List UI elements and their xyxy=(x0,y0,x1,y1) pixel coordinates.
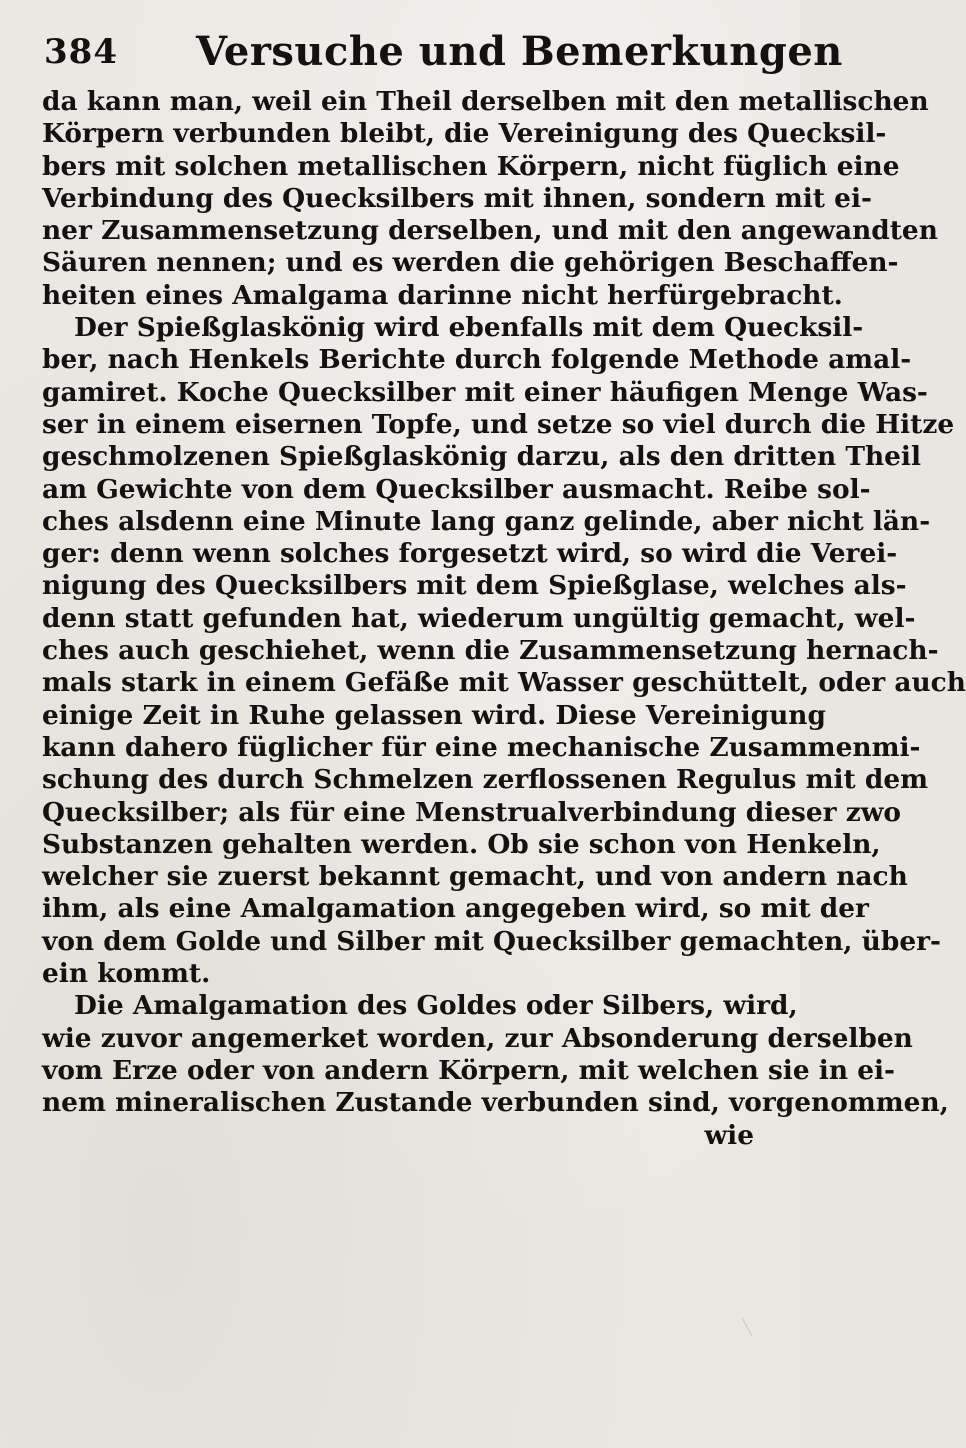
text-line: kann dahero füglicher für eine mechanische Zusammenmi- xyxy=(42,731,921,763)
text-line: am Gewichte von dem Quecksilber ausmacht. Reibe sol- xyxy=(42,473,871,505)
text-line: ches alsdenn eine Minute lang ganz gelinde, aber nicht län- xyxy=(42,505,931,537)
text-line: denn statt gefunden hat, wiederum ungültig gemacht, wel- xyxy=(42,602,916,634)
body-text xyxy=(42,86,966,1152)
paragraph-start-line: Der Spießglaskönig wird ebenfalls mit dem Quecksil- xyxy=(74,312,864,344)
text-line: ihm, als eine Amalgamation angegeben wird, so mit der xyxy=(42,893,869,925)
text-line: vom Erze oder von andern Körpern, mit welchen sie in ei- xyxy=(42,1054,895,1086)
paragraph-start-line: Die Amalgamation des Goldes oder Silbers, wird, xyxy=(74,990,798,1022)
page-header xyxy=(44,18,843,78)
text-line: ber, nach Henkels Berichte durch folgende Methode amal- xyxy=(42,344,912,376)
running-title: Versuche und Bemerkungen xyxy=(196,28,843,75)
text-line: mals stark in einem Gefäße mit Wasser geschüttelt, oder auch xyxy=(42,667,966,699)
text-line: ches auch geschiehet, wenn die Zusammensetzung hernach- xyxy=(42,635,939,667)
text-line: ger: denn wenn solches forgesetzt wird, so wird die Verei- xyxy=(42,538,898,570)
text-line: heiten eines Amalgama darinne nicht herfürgebracht. xyxy=(42,279,843,311)
text-line: Säuren nennen; und es werden die gehörigen Beschaffen- xyxy=(42,247,899,279)
text-line: gamiret. Koche Quecksilber mit einer häufigen Menge Was- xyxy=(42,376,928,408)
text-line: schung des durch Schmelzen zerflossenen Regulus mit dem xyxy=(42,764,929,796)
text-line: ner Zusammensetzung derselben, und mit den angewandten xyxy=(42,215,938,247)
text-line: welcher sie zuerst bekannt gemacht, und von andern nach xyxy=(42,861,908,893)
text-line: ein kommt. xyxy=(42,958,211,990)
text-line: Körpern verbunden bleibt, die Vereinigung des Quecksil- xyxy=(42,118,887,150)
text-line: Quecksilber; als für eine Menstrualverbindung dieser zwo xyxy=(42,796,902,828)
text-line: wie zuvor angemerket worden, zur Absonderung derselben xyxy=(42,1022,913,1054)
text-line: bers mit solchen metallischen Körpern, nicht füglich eine xyxy=(42,150,900,182)
text-line: nem mineralischen Zustande verbunden sind, vorgenommen, xyxy=(42,1087,949,1119)
catchword: wie xyxy=(704,1119,754,1151)
text-line: Substanzen gehalten werden. Ob sie schon von Henkeln, xyxy=(42,828,881,860)
text-line: ser in einem eisernen Topfe, und setze so viel durch die Hitze xyxy=(42,408,955,440)
page-number: 384 xyxy=(44,32,118,72)
text-line: einige Zeit in Ruhe gelassen wird. Diese Vereinigung xyxy=(42,699,826,731)
text-line: nigung des Quecksilbers mit dem Spießglase, welches als- xyxy=(42,570,907,602)
text-line: geschmolzenen Spießglaskönig darzu, als den dritten Theil xyxy=(42,441,921,473)
text-line: da kann man, weil ein Theil derselben mit den metallischen xyxy=(42,86,929,117)
text-line: von dem Golde und Silber mit Quecksilber gemachten, über- xyxy=(42,925,941,957)
text-line: Verbindung des Quecksilbers mit ihnen, sondern mit ei- xyxy=(42,182,872,214)
